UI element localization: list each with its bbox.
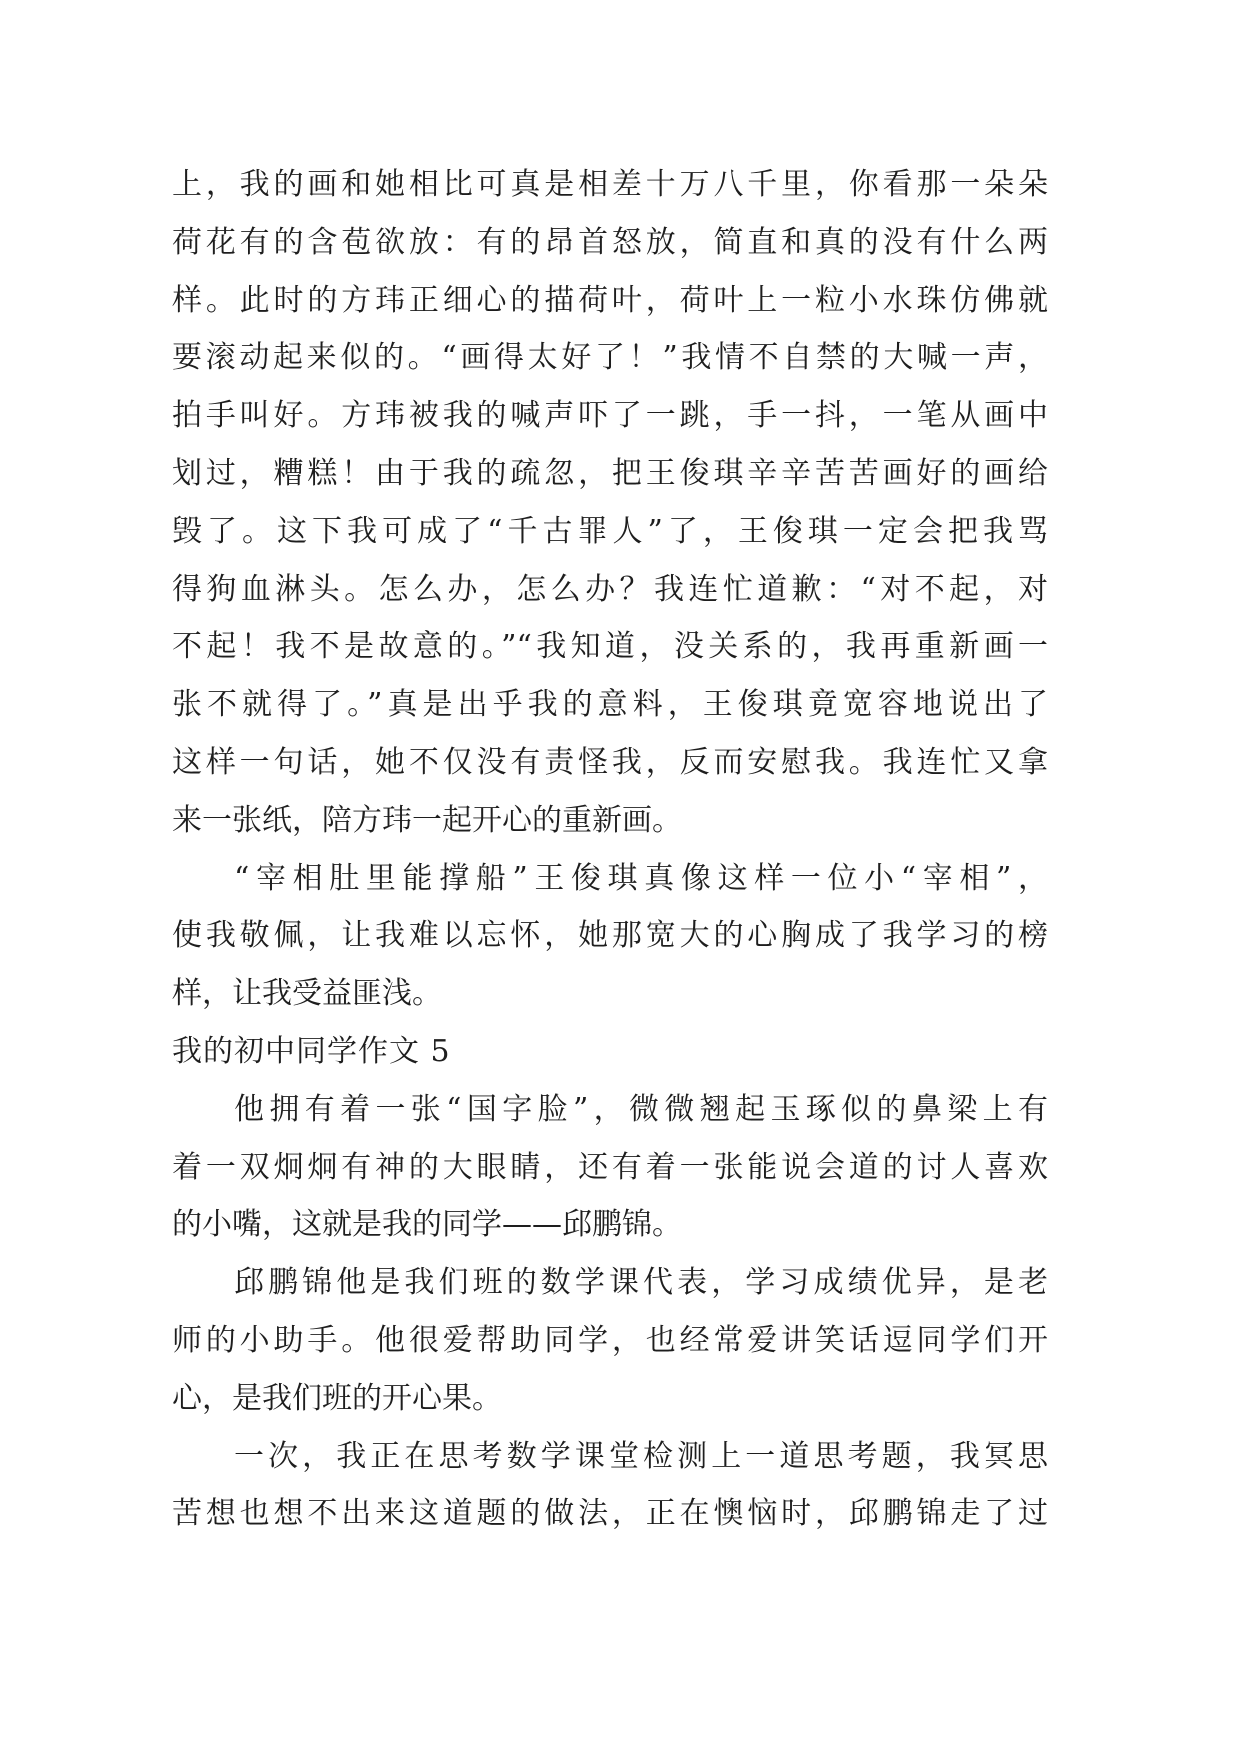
paragraph bbox=[172, 156, 1048, 850]
text-line: 苦想也想不出来这道题的做法，正在懊恼时，邱鹏锦走了过 bbox=[172, 1496, 1048, 1532]
text-line: 心，是我们班的开心果。 bbox=[172, 1380, 502, 1416]
text-line: 来一张纸，陪方玮一起开心的重新画。 bbox=[172, 802, 682, 838]
text-line: 荷花有的含苞欲放：有的昂首怒放，简直和真的没有什么两 bbox=[172, 224, 1048, 260]
text-line: 邱鹏锦他是我们班的数学课代表，学习成绩优异，是老 bbox=[234, 1265, 1048, 1301]
text-line: 张不就得了。”真是出乎我的意料，王俊琪竟宽容地说出了 bbox=[172, 687, 1048, 723]
text-line: 他拥有着一张“国字脸”，微微翘起玉琢似的鼻梁上有 bbox=[234, 1091, 1048, 1127]
paragraph bbox=[172, 850, 1048, 1023]
text-line: 这样一句话，她不仅没有责怪我，反而安慰我。我连忙又拿 bbox=[172, 744, 1048, 780]
text-line: 着一双炯炯有神的大眼睛，还有着一张能说会道的讨人喜欢 bbox=[172, 1149, 1048, 1185]
text-line: 样，让我受益匪浅。 bbox=[172, 976, 442, 1012]
text-line: “宰相肚里能撑船”王俊琪真像这样一位小“宰相”， bbox=[234, 860, 1048, 896]
text-line: 划过，糟糕！由于我的疏忽，把王俊琪辛辛苦苦画好的画给 bbox=[172, 455, 1048, 491]
text-line: 师的小助手。他很爱帮助同学，也经常爱讲笑话逗同学们开 bbox=[172, 1322, 1048, 1358]
section-heading: 我的初中同学作文 5 bbox=[172, 1033, 451, 1069]
text-line: 不起！我不是故意的。”“我知道，没关系的，我再重新画一 bbox=[172, 629, 1048, 665]
paragraph bbox=[172, 1428, 1048, 1544]
document-page bbox=[172, 156, 1048, 1543]
text-line: 样。此时的方玮正细心的描荷叶，荷叶上一粒小水珠仿佛就 bbox=[172, 282, 1048, 318]
text-line: 得狗血淋头。怎么办，怎么办？我连忙道歉：“对不起，对 bbox=[172, 571, 1048, 607]
text-line: 使我敬佩，让我难以忘怀，她那宽大的心胸成了我学习的榜 bbox=[172, 918, 1048, 954]
text-line: 毁了。这下我可成了“千古罪人”了，王俊琪一定会把我骂 bbox=[172, 513, 1048, 549]
text-line: 一次，我正在思考数学课堂检测上一道思考题，我冥思 bbox=[234, 1438, 1048, 1474]
paragraph bbox=[172, 1081, 1048, 1254]
text-line: 的小嘴，这就是我的同学——邱鹏锦。 bbox=[172, 1207, 682, 1243]
paragraph bbox=[172, 1254, 1048, 1427]
text-line: 要滚动起来似的。“画得太好了！”我情不自禁的大喊一声， bbox=[172, 340, 1048, 376]
text-line: 拍手叫好。方玮被我的喊声吓了一跳，手一抖，一笔从画中 bbox=[172, 398, 1048, 434]
text-line: 上，我的画和她相比可真是相差十万八千里，你看那一朵朵 bbox=[172, 167, 1048, 202]
